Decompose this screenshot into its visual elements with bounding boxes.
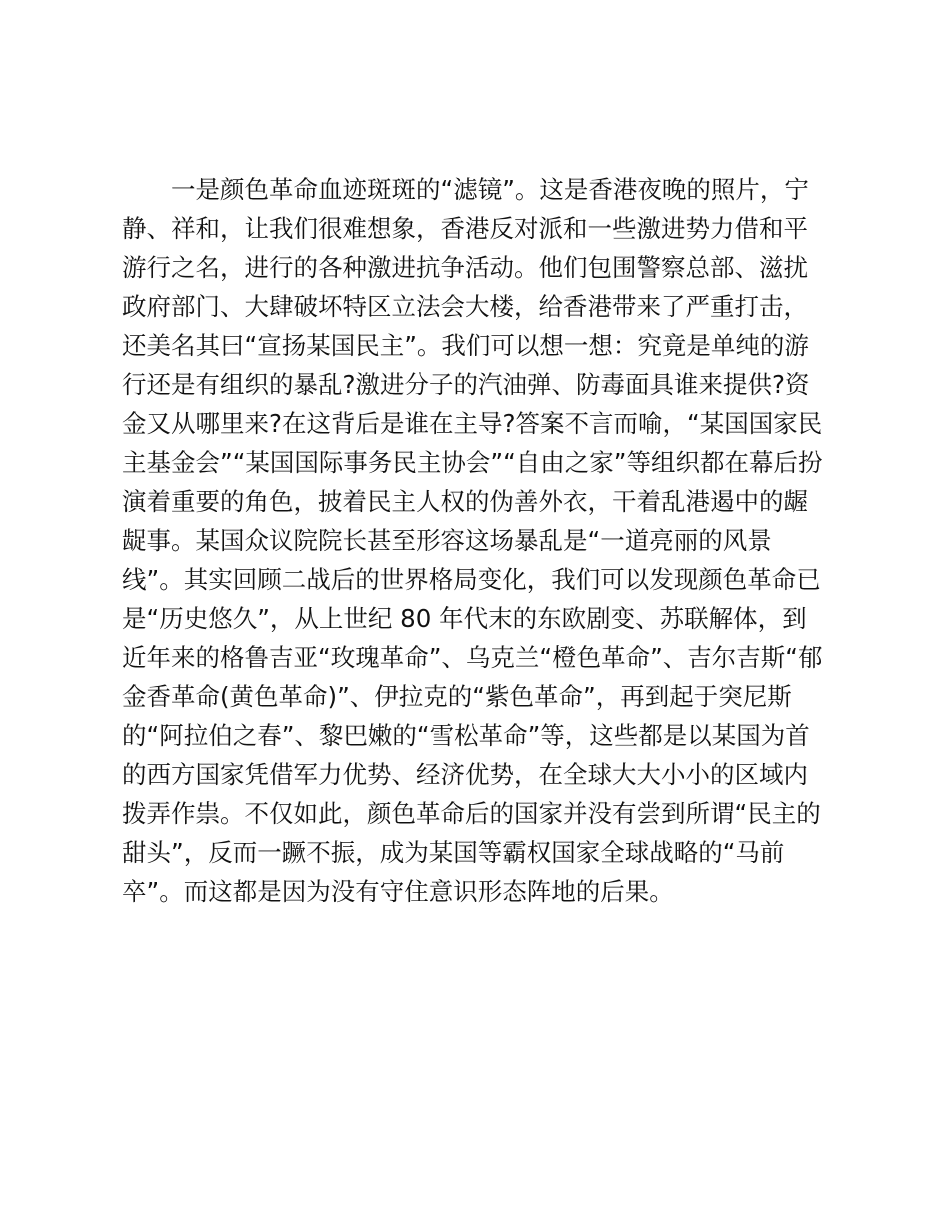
text-line: 还美名其曰“宣扬某国民主”。我们可以想一想：究竟是单纯的游 <box>122 331 809 360</box>
text-line: 线”。其实回顾二战后的世界格局变化，我们可以发现颜色革命已 <box>122 565 821 594</box>
text-line: 演着重要的角色，披着民主人权的伪善外衣，干着乱港遏中的龌 <box>122 487 808 516</box>
text-line: 行还是有组织的暴乱?激进分子的汽油弹、防毒面具谁来提供?资 <box>122 370 810 399</box>
text-line: 龊事。某国众议院院长甚至形容这场暴乱是“一道亮丽的风景 <box>122 526 772 555</box>
text-line: 卒”。而这都是因为没有守住意识形态阵地的后果。 <box>122 877 674 906</box>
text-line: 主基金会”“某国国际事务民主协会”“自由之家”等组织都在幕后扮 <box>122 448 823 477</box>
text-line: 静、祥和，让我们很难想象，香港反对派和一些激进势力借和平 <box>122 214 808 243</box>
text-line: 金又从哪里来?在这背后是谁在主导?答案不言而喻，“某国国家民 <box>122 409 823 438</box>
text-line: 一是颜色革命血迹斑斑的“滤镜”。这是香港夜晚的照片，宁 <box>122 175 809 204</box>
body-paragraph <box>122 170 842 911</box>
text-line: 的西方国家凭借军力优势、经济优势，在全球大大小小的区域内 <box>122 760 808 789</box>
text-line: 政府部门、大肆破坏特区立法会大楼，给香港带来了严重打击， <box>122 292 808 321</box>
text-line: 的“阿拉伯之春”、黎巴嫩的“雪松革命”等，这些都是以某国为首 <box>122 721 810 750</box>
text-line: 金香革命(黄色革命)”、伊拉克的“紫色革命”，再到起于突尼斯 <box>122 682 792 711</box>
text-line: 游行之名，进行的各种激进抗争活动。他们包围警察总部、滋扰 <box>122 253 808 282</box>
text-line: 近年来的格鲁吉亚“玫瑰革命”、乌克兰“橙色革命”、吉尔吉斯“郁 <box>122 643 823 672</box>
text-line: 拨弄作祟。不仅如此，颜色革命后的国家并没有尝到所谓“民主的 <box>122 799 821 828</box>
text-line: 是“历史悠久”，从上世纪 80 年代末的东欧剧变、苏联解体，到 <box>122 604 807 633</box>
text-line: 甜头”，反而一蹶不振，成为某国等霸权国家全球战略的“马前 <box>122 838 785 867</box>
